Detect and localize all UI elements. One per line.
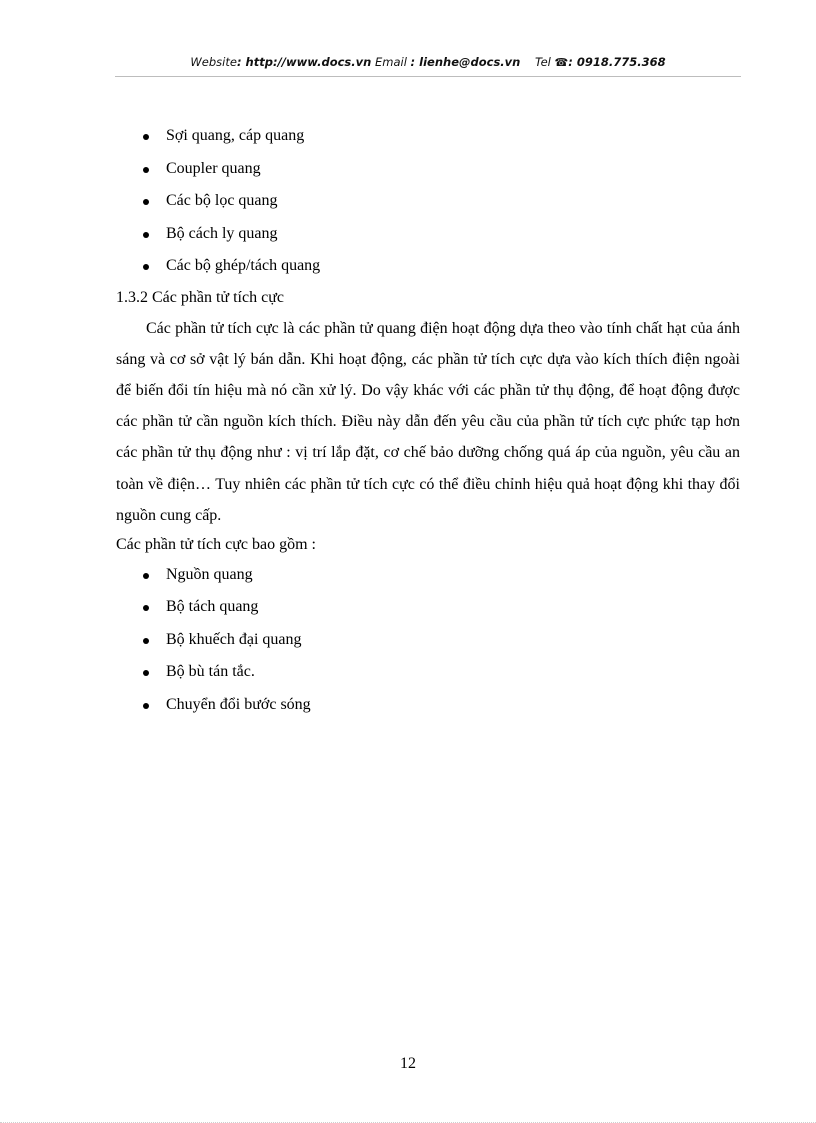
list-intro: Các phần tử tích cực bao gồm : [116, 535, 316, 553]
header-divider [115, 76, 741, 77]
bullet-icon [143, 703, 149, 709]
email-label: Email [374, 55, 407, 69]
phone-icon: ☎ [554, 56, 569, 69]
bullet-icon [143, 573, 149, 579]
list-item: Nguồn quang [116, 559, 740, 592]
list-item: Bộ cách ly quang [116, 218, 740, 251]
list-item: Sợi quang, cáp quang [116, 120, 740, 153]
website-label: Website [190, 55, 237, 69]
tel-label: Tel [534, 55, 551, 69]
list-item: Coupler quang [116, 153, 740, 186]
bullet-icon [143, 605, 149, 611]
body-paragraph: Các phần tử tích cực là các phần tử quang điện hoạt động dựa theo vào tính chất hạt của ánh sáng và cơ sở vật lý bán dẫn. Khi hoạt động, các phần tử tích cực dựa vào kích thích điện ngoài để biến đổi tín hiệu mà nó cần xử lý. Do vậy khác với các phần tử thụ động, để hoạt động được các phần tử cần nguồn kích thích. Điều này dẫn đến yêu cầu của phần tử tích cực phức tạp hơn các phần tử thụ động như : vị trí lắp đặt, cơ chế bảo dưỡng chống quá áp của nguồn, yêu cầu an toàn về điện… Tuy nhiên các phần tử tích cực có thể điều chỉnh hiệu quả hoạt động khi thay đổi nguồn cung cấp. [116, 319, 740, 524]
list-item: Các bộ lọc quang [116, 185, 740, 218]
section-heading: 1.3.2 Các phần tử tích cực [116, 288, 284, 306]
page-content [116, 120, 740, 721]
tel-value: : 0918.775.368 [568, 55, 666, 69]
bullet-icon [143, 670, 149, 676]
bullet-icon [143, 264, 149, 270]
email-link[interactable]: : lienhe@docs.vn [410, 55, 521, 69]
bullet-icon [143, 199, 149, 205]
bullet-icon [143, 232, 149, 238]
website-link[interactable]: : http://www.docs.vn [236, 55, 372, 69]
list-item: Bộ khuếch đại quang [116, 624, 740, 657]
bullet-icon [143, 638, 149, 644]
list-item: Các bộ ghép/tách quang [116, 250, 740, 283]
active-elements-list [116, 559, 740, 722]
bullet-icon [143, 134, 149, 140]
page-number: 12 [400, 1055, 416, 1072]
bullet-icon [143, 167, 149, 173]
list-item: Bộ tách quang [116, 591, 740, 624]
list-item: Bộ bù tán tắc. [116, 656, 740, 689]
page-header [115, 55, 741, 69]
passive-elements-list [116, 120, 740, 283]
list-item: Chuyển đổi bước sóng [116, 689, 740, 722]
